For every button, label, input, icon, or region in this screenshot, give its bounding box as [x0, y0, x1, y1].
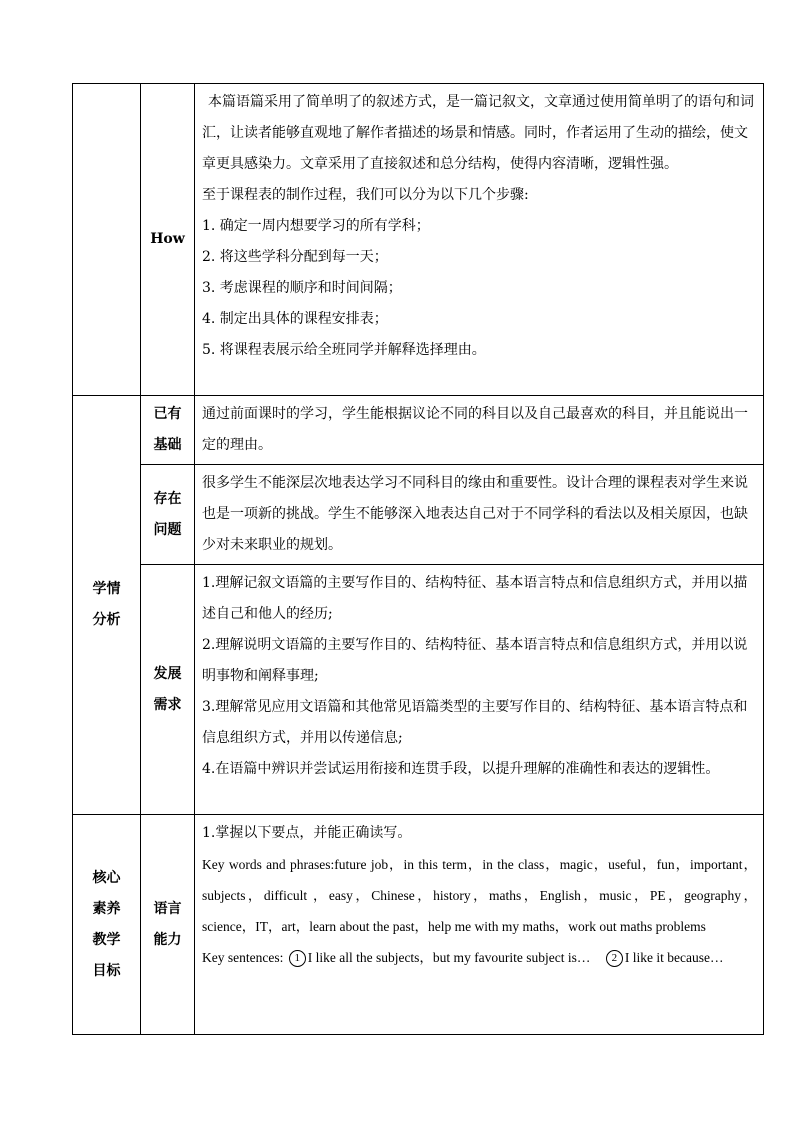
how-step: 4. 制定出具体的课程安排表； [202, 311, 388, 327]
language-content [195, 815, 764, 1035]
needs-content [195, 565, 764, 815]
how-intro: 至于课程表的制作过程，我们可以分为以下几个步骤: [202, 187, 529, 203]
how-row [73, 84, 764, 396]
sentence-one: I like all the subjects，but my favourite subject is… [307, 950, 591, 965]
problems-text: 很多学生不能深层次地表达学习不同科目的缘由和重要性。设计合理的课程表对学生来说也是一项新的挑战。学生不能够深入地表达自己对于不同学科的看法以及相关原因，也缺少对未来职业的规划。 [202, 475, 748, 553]
how-content [195, 84, 764, 396]
needs-item: 4.在语篇中辨识并尝试运用衔接和连贯手段，以提升理解的准确性和表达的逻辑性。 [202, 761, 720, 777]
needs-item: 2.理解说明文语篇的主要写作目的、结构特征、基本语言特点和信息组织方式，并用以说明事物和阐释事理; [202, 637, 748, 684]
goals-row [73, 815, 764, 1035]
needs-row [73, 565, 764, 815]
how-paragraph: 本篇语篇采用了简单明了的叙述方式，是一篇记叙文，文章通过使用简单明了的语句和词汇，让读者能够直观地了解作者描述的场景和情感。同时，作者运用了生动的描绘，使文章更具感染力。文章采用了直接叙述和总分结构，使得内容清晰，逻辑性强。 [202, 94, 754, 172]
basis-label: 已有 基础 [141, 396, 195, 465]
basis-content [195, 396, 764, 465]
problems-content [195, 465, 764, 565]
circled-number-two: 2 [606, 950, 623, 967]
language-label: 语言 能力 [141, 815, 195, 1035]
key-sentences-prefix: Key sentences: [202, 950, 284, 965]
key-words: Key words and phrases:future job，in this term，in the class，magic，useful，fun，important，subjects，difficult ，easy，Chinese，history，maths，English，music，PE，geography，science，IT，art，learn about the past，help me with my maths，work out maths problems [202, 857, 757, 934]
language-line1: 1.掌握以下要点，并能正确读写。 [202, 825, 412, 841]
problems-row [73, 465, 764, 565]
how-empty-cell [73, 84, 141, 396]
circled-number-one: 1 [289, 950, 306, 967]
goals-label: 核心 素养 教学 目标 [73, 815, 141, 1035]
key-sentences [202, 942, 757, 973]
how-step: 2. 将这些学科分配到每一天； [202, 249, 388, 265]
how-step: 1. 确定一周内想要学习的所有学科； [202, 218, 430, 234]
how-step: 3. 考虑课程的顺序和时间间隔； [202, 280, 402, 296]
basis-row [73, 396, 764, 465]
how-step: 5. 将课程表展示给全班同学并解释选择理由。 [202, 342, 486, 358]
needs-item: 3.理解常见应用文语篇和其他常见语篇类型的主要写作目的、结构特征、基本语言特点和信息组织方式，并用以传递信息; [202, 699, 748, 746]
lesson-plan-table [72, 83, 764, 1035]
xueqing-label: 学情 分析 [73, 396, 141, 815]
needs-item: 1.理解记叙文语篇的主要写作目的、结构特征、基本语言特点和信息组织方式，并用以描述自己和他人的经历; [202, 575, 748, 622]
problems-label: 存在 问题 [141, 465, 195, 565]
basis-text: 通过前面课时的学习，学生能根据议论不同的科目以及自己最喜欢的科目，并且能说出一定的理由。 [202, 406, 748, 453]
how-label: How [141, 84, 195, 396]
sentence-two: I like it because… [624, 950, 724, 965]
needs-label: 发展 需求 [141, 565, 195, 815]
